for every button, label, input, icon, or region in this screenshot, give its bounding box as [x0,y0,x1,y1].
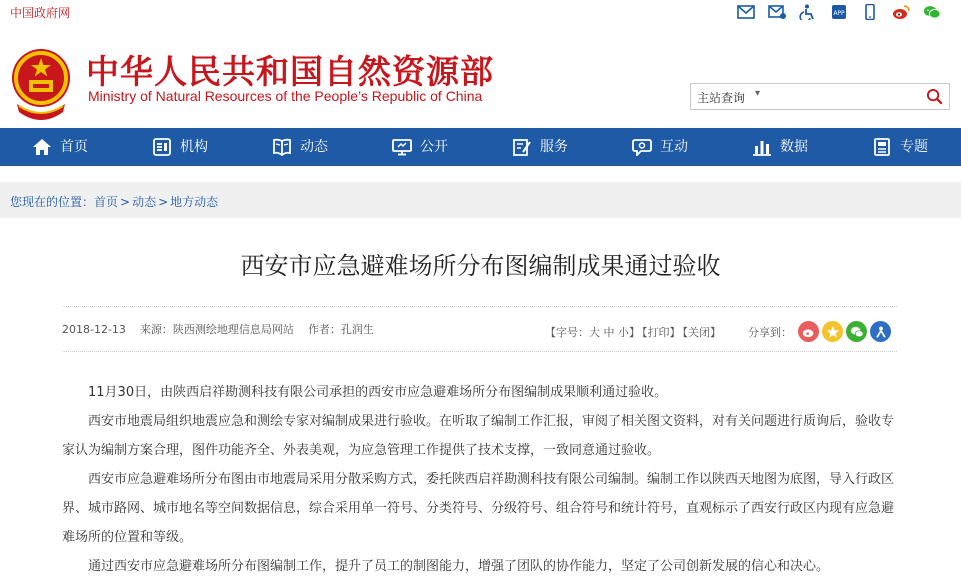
nav-item-disclosure[interactable] [360,128,480,166]
article-paragraph: 通过西安市应急避难场所分布图编制工作，提升了员工的制图能力，增强了团队的协作能力，坚定了公司创新发展的信心和决心。 [88,559,830,574]
renren-share-icon[interactable] [870,321,891,342]
nav-item-organization[interactable] [120,128,240,166]
wechat-icon[interactable] [916,2,947,22]
organization-icon [152,138,172,156]
print-button[interactable]: 【打印】 [642,326,681,339]
article-title: 西安市应急避难场所分布图编制成果通过验收 [240,252,721,280]
site-header [0,24,961,128]
close-button[interactable]: 【关闭】 [682,326,721,339]
nav-item-label: 首页 [60,139,88,155]
breadcrumb-bar [0,182,961,218]
breadcrumb-prefix: 您现在的位置： [10,195,95,209]
nav-item-data[interactable] [720,128,840,166]
divider [62,306,897,307]
nav-item-label: 数据 [780,139,808,155]
nav-item-topic[interactable] [840,128,960,166]
app-icon[interactable] [823,2,854,22]
nav-item-label: 公开 [420,139,448,155]
nav-item-label: 动态 [300,139,328,155]
site-title[interactable]: 中华人民共和国自然资源部 [86,52,494,91]
article-meta [62,321,388,337]
nav-item-label: 服务 [540,139,568,155]
mail-icon[interactable] [730,2,761,22]
font-size-control[interactable]: 【字号：大 中 小】 [545,326,640,339]
site-search [690,83,950,110]
breadcrumb-item-news[interactable]: 动态 [132,195,157,209]
nav-item-label: 机构 [180,139,208,155]
nav-item-service[interactable] [480,128,600,166]
article-source: 来源：陕西测绘地理信息局网站 [139,323,294,336]
national-emblem-logo[interactable] [9,44,73,128]
breadcrumb-item-local-news[interactable]: 地方动态 [170,195,219,209]
top-utility-bar [0,0,961,24]
wechat-share-icon[interactable] [846,321,867,342]
service-icon [512,138,532,156]
data-icon [752,138,772,156]
breadcrumb-item-home[interactable]: 首页 [94,195,119,209]
qzone-share-icon[interactable] [822,321,843,342]
breadcrumb-separator: > [120,195,131,209]
email-subscribe-icon[interactable] [761,2,792,22]
mobile-icon[interactable] [854,2,885,22]
breadcrumb [10,193,218,210]
share-icon-group [798,321,891,342]
search-icon[interactable] [923,86,945,107]
search-input[interactable] [771,87,911,106]
site-subtitle-english: Ministry of Natural Resources of the People’s Republic of China [88,88,483,104]
disclosure-icon [392,138,412,156]
nav-item-home[interactable] [0,128,120,166]
weibo-share-icon[interactable] [798,321,819,342]
main-nav [0,128,961,166]
article-paragraph: 西安市地震局组织地震应急和测绘专家对编制成果进行验收。在听取了编制工作汇报，审阅了相关图文资料，对有关问题进行质询后，验收专家认为编制方案合理，图件功能齐全、外表美观，为应急管理工作提供了技术支撑，一致同意通过验收。 [62,414,895,458]
nav-item-news[interactable] [240,128,360,166]
home-icon [32,138,52,156]
chevron-down-icon[interactable]: ▾ [755,88,761,99]
topic-icon [872,138,892,156]
accessibility-icon[interactable] [792,2,823,22]
article-body [62,378,897,581]
share-label: 分享到： [748,326,792,339]
interaction-icon [632,138,652,156]
nav-item-label: 互动 [660,139,688,155]
breadcrumb-separator: > [158,195,169,209]
news-icon [272,138,292,156]
nav-item-label: 专题 [900,139,928,155]
weibo-icon[interactable] [885,2,916,22]
article-date: 2018-12-13 [62,323,126,336]
search-scope-select[interactable]: 主站查询 [697,91,746,105]
nav-item-interaction[interactable] [600,128,720,166]
article-tools [545,324,723,340]
gov-portal-link[interactable]: 中国政府网 [10,6,71,20]
article-paragraph: 西安市应急避难场所分布图由市地震局采用分散采购方式，委托陕西启祥勘测科技有限公司编制。编制工作以陕西天地图为底图，导入行政区界、城市路网、城市地名等空间数据信息，综合采用单一符号、分类符号、分级符号、组合符号和统计符号，直观标示了西安行政区内现有应急避难场所的位置和等级。 [62,472,895,545]
app-icon-text: APP [832,10,845,17]
article-paragraph: 11月30日，由陕西启祥勘测科技有限公司承担的西安市应急避难场所分布图编制成果顺利通过验收。 [88,385,668,400]
divider [62,351,897,352]
article-author: 作者：孔润生 [307,323,374,336]
top-icon-group [730,2,947,22]
